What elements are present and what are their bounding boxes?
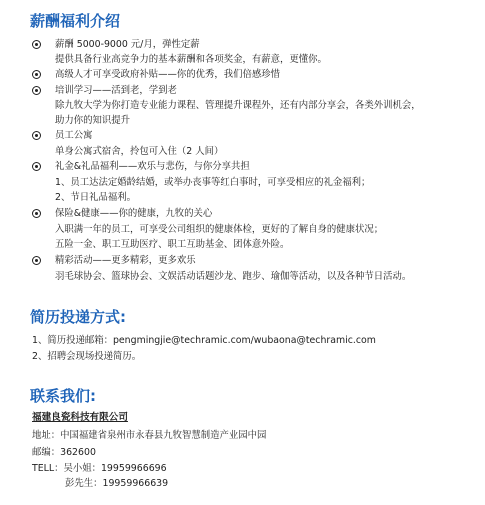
benefit-line: 助力你的知识提升: [55, 115, 131, 126]
benefit-line: 培训学习——活到老，学到老: [55, 85, 177, 96]
benefit-line: 高级人才可享受政府补贴——你的优秀，我们倍感珍惜: [55, 69, 281, 80]
address-line: 地址：中国福建省泉州市永春县九牧智慧制造产业园中园: [32, 430, 267, 441]
benefit-line: 保险&健康——你的健康，九牧的关心: [55, 208, 213, 219]
resume-line: 2、招聘会现场投递简历。: [32, 351, 142, 362]
bullet-icon: [32, 86, 41, 95]
benefit-line: 五险一金、职工互助医疗、职工互助基金、团体意外险。: [55, 239, 290, 250]
benefit-line: 提供具备行业高竞争力的基本薪酬和各项奖金，有薪意，更懂你。: [55, 54, 327, 65]
benefit-line: 礼金&礼品福利——欢乐与悲伤，与你分享共担: [55, 161, 250, 172]
resume-line: 1、简历投递邮箱：pengmingjie@techramic.com/wubaona@techramic.com: [32, 335, 376, 346]
benefit-line: 入职满一年的员工，可享受公司组织的健康体检，更好的了解自身的健康状况；: [55, 224, 384, 235]
phone-line: TELL：吴小姐：19959966696: [32, 463, 167, 474]
benefit-line: 薪酬 5000-9000 元/月，弹性定薪: [55, 39, 200, 50]
bullet-icon: [32, 256, 41, 265]
benefit-line: 员工公寓: [55, 130, 93, 141]
phone-line-2: 彭先生：19959966639: [65, 478, 169, 489]
bullet-icon: [32, 209, 41, 218]
bullet-icon: [32, 70, 41, 79]
benefit-line: 单身公寓式宿舍，拎包可入住（2 人间）: [55, 146, 224, 157]
salary-benefits-title: 薪酬福利介绍: [30, 12, 121, 30]
benefit-line: 2、节日礼品福利。: [55, 192, 136, 203]
benefit-line: 1、员工达法定婚龄结婚，或举办丧事等红白事时，可享受相应的礼金福利；: [55, 177, 371, 188]
contact-title: 联系我们:: [30, 387, 96, 405]
postcode-line: 邮编：362600: [32, 447, 96, 458]
resume-submission-title: 简历投递方式:: [30, 308, 126, 326]
benefit-line: 羽毛球协会、篮球协会、文娱活动话题沙龙、跑步、瑜伽等活动，以及各种节日活动。: [55, 271, 412, 282]
benefit-line: 除九牧大学为你打造专业能力课程、管理提升课程外，还有内部分享会，各类外训机会，: [55, 100, 421, 111]
bullet-icon: [32, 131, 41, 140]
bullet-icon: [32, 162, 41, 171]
bullet-icon: [32, 40, 41, 49]
company-name: 福建良瓷科技有限公司: [32, 412, 128, 423]
benefit-line: 精彩活动——更多精彩，更多欢乐: [55, 255, 196, 266]
